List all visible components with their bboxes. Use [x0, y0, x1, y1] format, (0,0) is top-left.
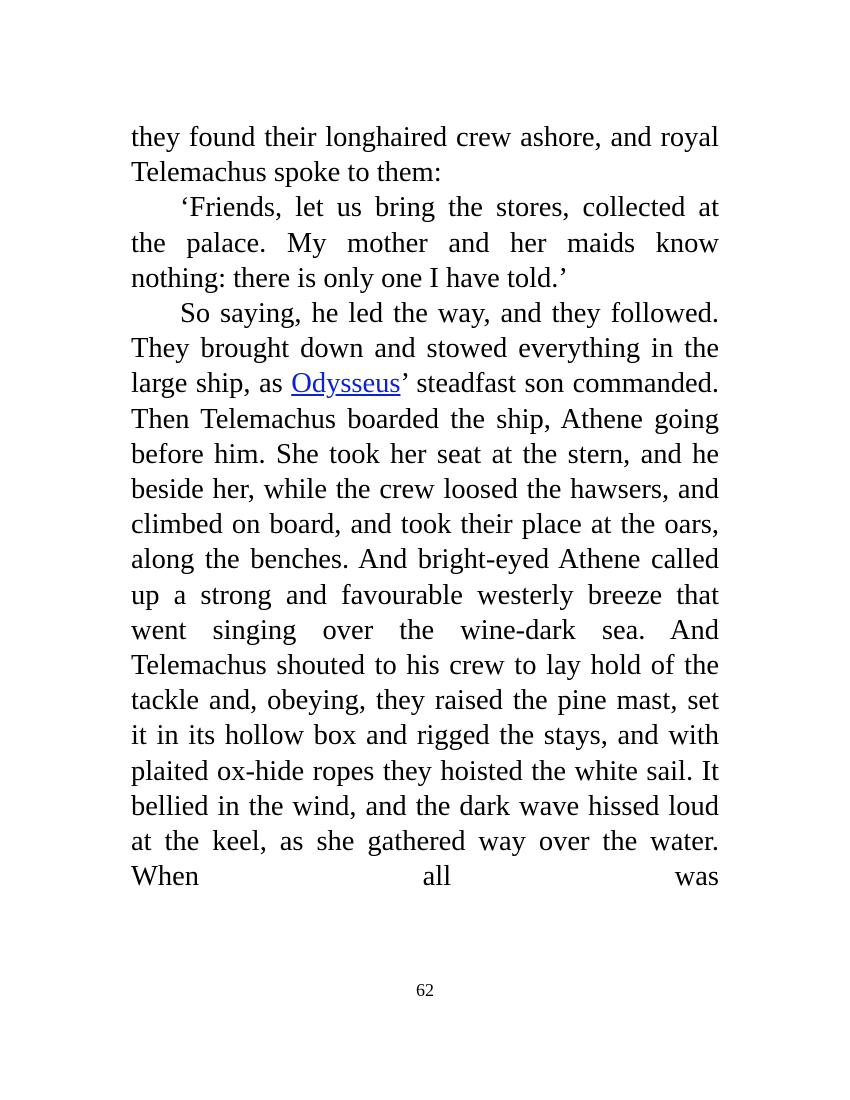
- body-text: [131, 120, 719, 894]
- paragraph-3: [131, 296, 719, 894]
- page-number: 62: [416, 980, 434, 1000]
- odysseus-link[interactable]: Odysseus: [291, 368, 401, 400]
- paragraph-2: ‘Friends, let us bring the stores, collected at the palace. My mother and her maids know nothing: there is only one I have told.’: [131, 192, 719, 294]
- paragraph-3-text-before-link: So saying, he led the way, and they followed. They brought down and stowed everything in the large ship, as: [131, 298, 719, 400]
- paragraph-3-text-after-link: ’ steadfast son commanded. Then Telemachus boarded the ship, Athene going before him. She took her seat at the stern, and he beside her, while the crew loosed the hawsers, and climbed on board, and took their place at the oars, along the benches. And bright-eyed Athene called up a strong and favourable westerly breeze that went singing over the wine-dark sea. And Telemachus shouted to his crew to lay hold of the tackle and, obeying, they raised the pine mast, set it in its hollow box and rigged the stays, and with plaited ox-hide ropes they hoisted the white sail. It bellied in the wind, and the dark wave hissed loud at the keel, as she gathered way over the water. When all was: [131, 368, 719, 893]
- paragraph-1: they found their longhaired crew ashore, and royal Telemachus spoke to them:: [131, 122, 719, 189]
